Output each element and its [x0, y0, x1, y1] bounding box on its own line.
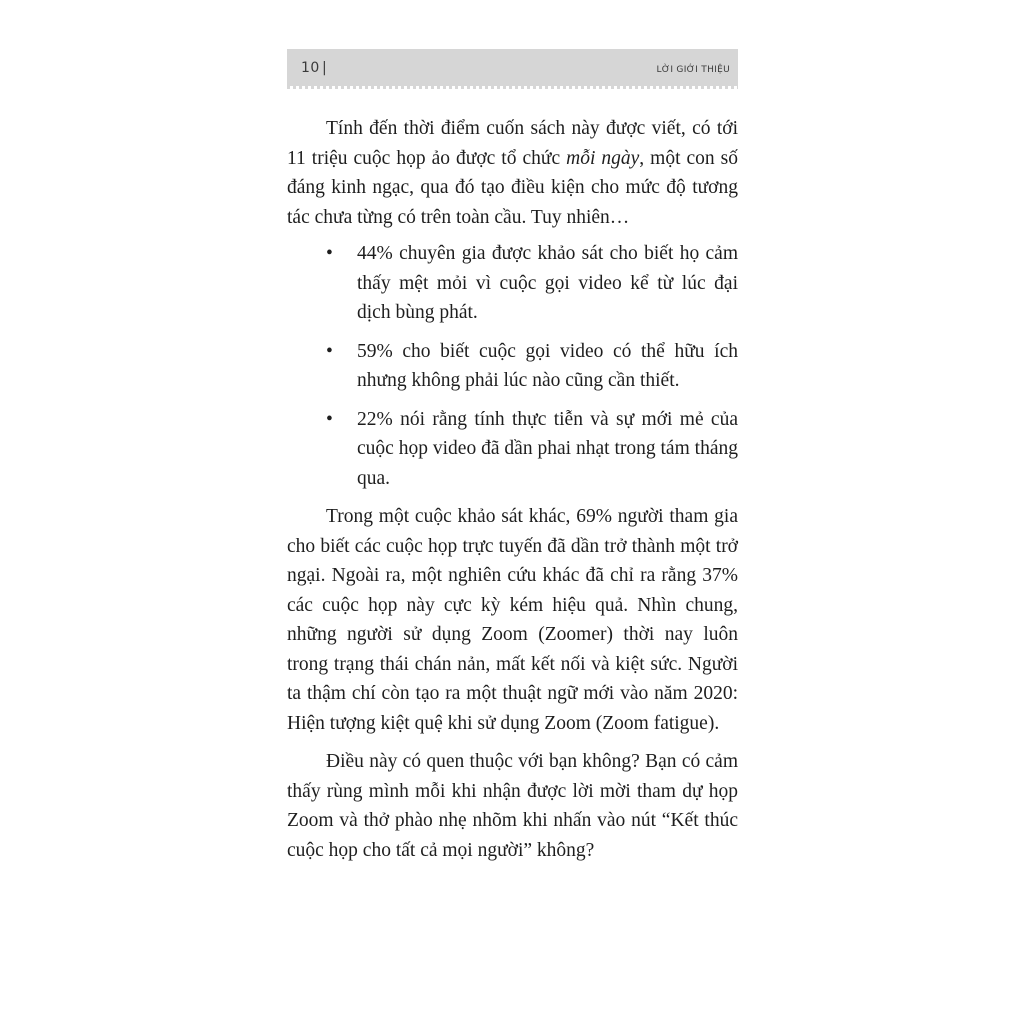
- running-head: LỜI GIỚI THIỆU: [656, 65, 730, 75]
- intro-paragraph: [287, 114, 738, 232]
- bullet-marker: •: [326, 243, 333, 264]
- list-item-text: 59% cho biết cuộc gọi video có thể hữu ích nhưng không phải lúc nào cũng cần thiết.: [357, 340, 738, 391]
- statistics-list: [287, 239, 738, 493]
- intro-text-end: , một con số đáng kinh ngạc, qua đó tạo điều kiện cho mức độ tương tác chưa từng có trên toàn cầu. Tuy nhiên…: [287, 147, 739, 228]
- list-item: [287, 337, 738, 396]
- body-paragraph: Trong một cuộc khảo sát khác, 69% người tham gia cho biết các cuộc họp trực tuyến đã dần trở thành một trở ngại. Ngoài ra, một nghiên cứu khác đã chỉ ra rằng 37% các cuộc họp này cực kỳ kém hiệu quả. Nhìn chung, những người sử dụng Zoom (Zoomer) thời nay luôn trong trạng thái chán nản, mất kết nối và kiệt sức. Người ta thậm chí còn tạo ra một thuật ngữ mới vào năm 2020: Hiện tượng kiệt quệ khi sử dụng Zoom (Zoom fatigue).: [287, 506, 738, 734]
- header-divider: |: [322, 60, 327, 76]
- page-number: 10: [301, 60, 320, 76]
- list-item-text: 22% nói rằng tính thực tiễn và sự mới mẻ của cuộc họp video đã dần phai nhạt trong tám tháng qua.: [357, 408, 738, 489]
- intro-text-start: Tính đến thời điểm cuốn sách này được viết, có tới 11 triệu cuộc họp ảo được tổ chức: [287, 118, 738, 169]
- list-item: [287, 405, 738, 494]
- body-paragraph: Điều này có quen thuộc với bạn không? Bạn có cảm thấy rùng mình mỗi khi nhận được lời mời tham dự họp Zoom và thở phào nhẹ nhõm khi nhấn vào nút “Kết thúc cuộc họp cho tất cả mọi người” không?: [287, 751, 738, 861]
- intro-emphasis: mỗi ngày: [566, 147, 640, 169]
- page-body: [287, 114, 738, 865]
- list-item-text: 44% chuyên gia được khảo sát cho biết họ cảm thấy mệt mỏi vì cuộc gọi video kể từ lúc đại dịch bùng phát.: [357, 243, 738, 323]
- bullet-marker: •: [326, 408, 333, 430]
- list-item: [287, 239, 738, 328]
- bullet-marker: •: [326, 340, 333, 362]
